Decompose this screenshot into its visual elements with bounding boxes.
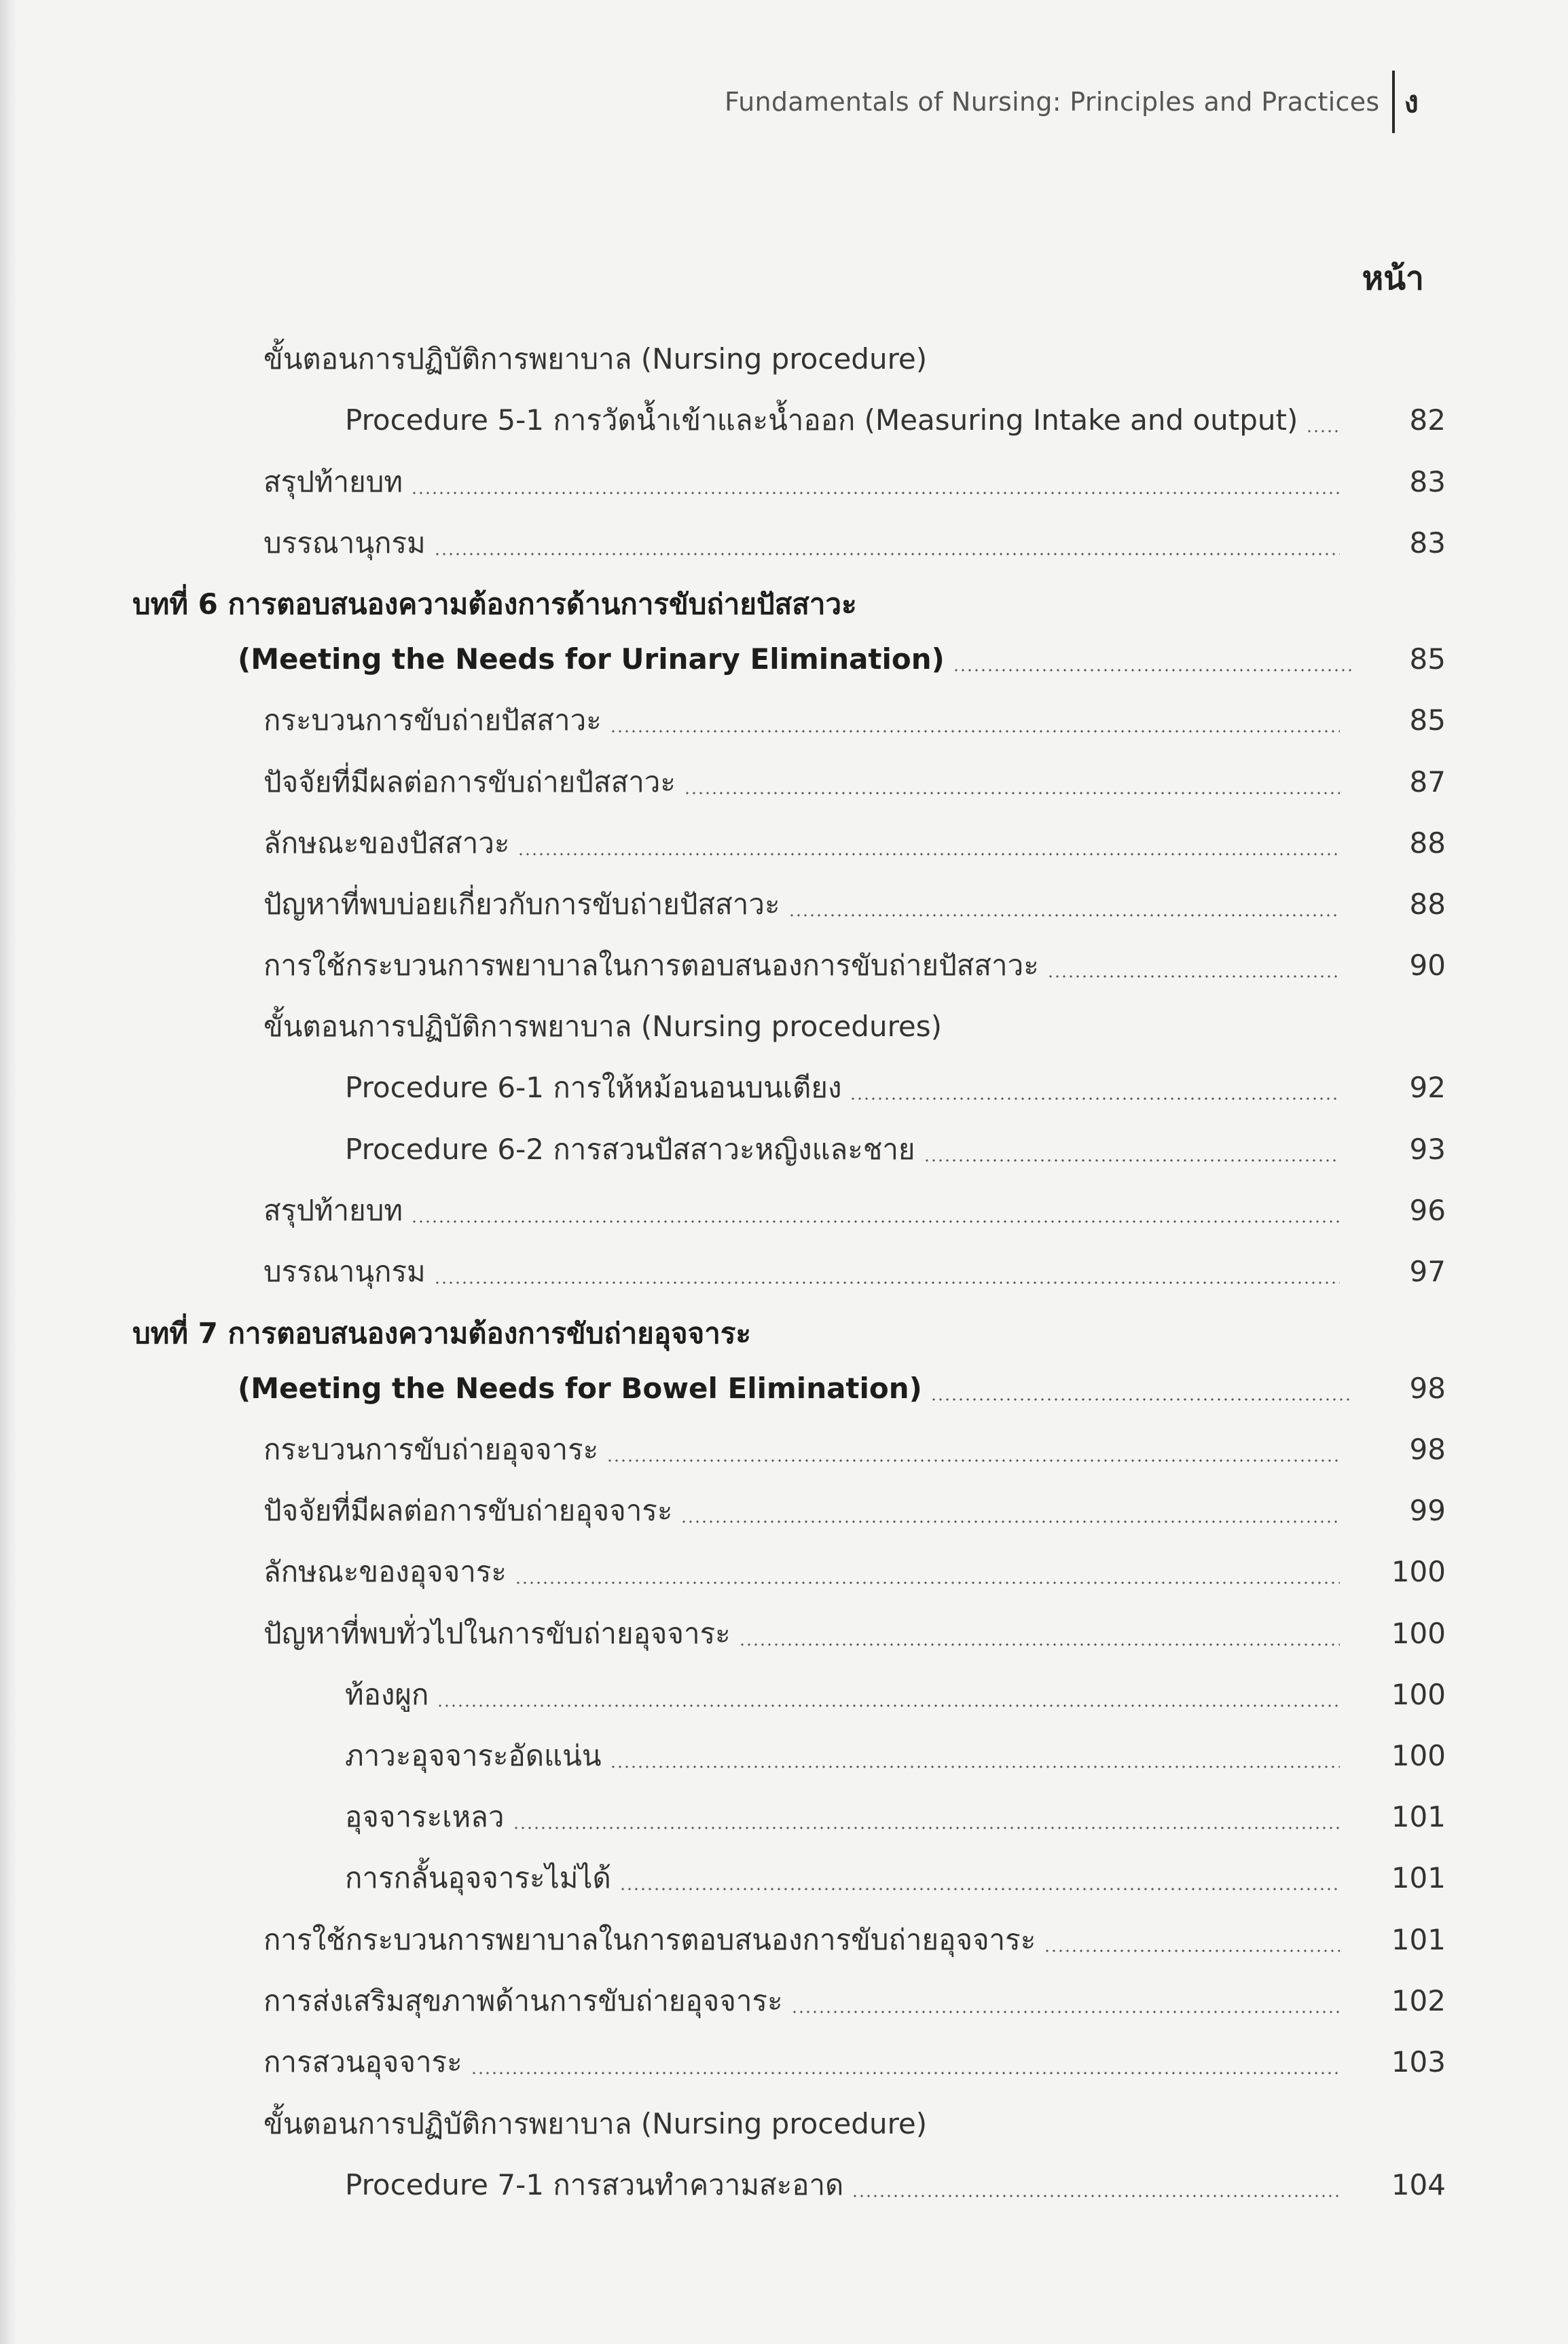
toc-entry-title: การใช้กระบวนการพยาบาลในการตอบสนองการขับถ่ายปัสสาวะ xyxy=(263,949,1039,982)
toc-entry-page: 92 xyxy=(1409,1071,1446,1104)
toc-entry-page: 100 xyxy=(1391,1617,1446,1650)
toc-entry xyxy=(345,1128,1340,1171)
running-title: Fundamentals of Nursing: Principles and Practices xyxy=(725,87,1380,117)
toc-entry-title: สรุปท้ายบท xyxy=(263,465,403,498)
toc-entry xyxy=(345,1066,1340,1110)
toc-entry-title: ลักษณะของอุจจาระ xyxy=(263,1555,507,1588)
toc-entry-title: การกลั้นอุจจาระไม่ได้ xyxy=(345,1861,611,1894)
toc-entry-title: กระบวนการขับถ่ายปัสสาวะ xyxy=(263,703,602,737)
dot-leader xyxy=(517,853,1340,856)
toc-entry-title: ลักษณะของปัสสาวะ xyxy=(263,826,510,860)
dot-leader xyxy=(684,792,1340,794)
toc-entry-title: การส่งเสริมสุขภาพด้านการขับถ่ายอุจจาระ xyxy=(263,1984,783,2017)
toc-chapter-subtitle xyxy=(238,638,1352,681)
toc-entry xyxy=(345,1795,1340,1839)
dot-leader xyxy=(850,1097,1340,1100)
toc-entry-page: 98 xyxy=(1409,1433,1446,1466)
toc-entry xyxy=(263,883,1340,926)
toc-entry xyxy=(263,1005,1340,1048)
toc-entry-title: สรุปท้ายบท xyxy=(263,1194,403,1227)
dot-leader xyxy=(434,553,1340,555)
toc-entry xyxy=(263,337,1340,381)
toc-entry-page: 96 xyxy=(1409,1194,1446,1227)
dot-leader xyxy=(739,1643,1340,1646)
toc-entry xyxy=(345,399,1340,442)
toc-entry xyxy=(345,2163,1340,2207)
toc-entry-page: 83 xyxy=(1409,526,1446,560)
toc-entry xyxy=(263,699,1340,742)
dot-leader xyxy=(411,1220,1340,1223)
toc-entry-title: ปัจจัยที่มีผลต่อการขับถ่ายอุจจาระ xyxy=(263,1494,673,1527)
toc-entry-page: 87 xyxy=(1409,765,1446,799)
toc-entry-title: Procedure 5-1 การวัดน้ำเข้าและน้ำออก (Measuring Intake and output) xyxy=(345,403,1298,437)
toc-entry-page: 103 xyxy=(1391,2045,1446,2079)
dot-leader xyxy=(788,914,1340,917)
toc-entry-page: 85 xyxy=(1409,703,1446,737)
dot-leader xyxy=(680,1520,1340,1523)
dot-leader xyxy=(1306,430,1340,433)
toc-chapter-english-title: (Meeting the Needs for Urinary Elimination) xyxy=(238,642,945,676)
toc-entry-page: 88 xyxy=(1409,826,1446,860)
toc-entry-page: 88 xyxy=(1409,887,1446,921)
toc-entry-page: 90 xyxy=(1409,949,1446,982)
dot-leader xyxy=(930,1398,1352,1401)
dot-leader xyxy=(610,1765,1340,1768)
dot-leader xyxy=(606,1459,1340,1462)
toc-entry xyxy=(263,2102,1340,2146)
dot-leader xyxy=(953,669,1352,672)
toc-entry xyxy=(263,1250,1340,1294)
dot-leader xyxy=(924,1159,1340,1162)
toc-entry xyxy=(263,822,1340,865)
dot-leader xyxy=(1044,1949,1340,1952)
toc-entry-page: 98 xyxy=(1409,1372,1446,1405)
toc-entry-page: 83 xyxy=(1409,465,1446,498)
toc-entry-page: 101 xyxy=(1391,1800,1446,1833)
toc-entry-title: ขั้นตอนการปฏิบัติการพยาบาล (Nursing procedures) xyxy=(263,1010,943,1043)
toc-entry xyxy=(263,1612,1340,1655)
toc-entry-title: การใช้กระบวนการพยาบาลในการตอบสนองการขับถ่ายอุจจาระ xyxy=(263,1923,1036,1956)
toc-entry-title: ท้องผูก xyxy=(345,1678,429,1711)
toc-entry-title: ปัจจัยที่มีผลต่อการขับถ่ายปัสสาวะ xyxy=(263,765,676,799)
toc-entry xyxy=(263,1550,1340,1594)
toc-entry xyxy=(263,944,1340,987)
toc-entry-title: ขั้นตอนการปฏิบัติการพยาบาล (Nursing procedure) xyxy=(263,2107,928,2140)
toc-entry xyxy=(345,1734,1340,1778)
toc-entry xyxy=(263,1189,1340,1232)
toc-entry-page: 100 xyxy=(1391,1678,1446,1711)
toc-entry-page: 82 xyxy=(1409,403,1446,437)
toc-entry-title: ภาวะอุจจาระอัดแน่น xyxy=(345,1739,602,1772)
dot-leader xyxy=(791,2011,1340,2013)
toc-chapter-heading xyxy=(132,583,1344,626)
toc-entry-page: 101 xyxy=(1391,1923,1446,1956)
toc-entry-title: กระบวนการขับถ่ายอุจจาระ xyxy=(263,1433,599,1466)
toc-entry xyxy=(345,1856,1340,1900)
toc-entry xyxy=(263,1979,1340,2023)
page-column-heading: หน้า xyxy=(1362,259,1424,297)
toc-entry-title: Procedure 7-1 การสวนทำความสะอาด xyxy=(345,2168,844,2201)
dot-leader xyxy=(513,1827,1340,1829)
toc-entry-page: 100 xyxy=(1391,1555,1446,1588)
toc-entry-page: 93 xyxy=(1409,1133,1446,1166)
toc-entry xyxy=(263,761,1340,804)
dot-leader xyxy=(619,1888,1340,1890)
dot-leader xyxy=(437,1704,1340,1707)
dot-leader xyxy=(1047,975,1340,978)
dot-leader xyxy=(434,1281,1340,1284)
toc-chapter-title: บทที่ 7 การตอบสนองความต้องการขับถ่ายอุจจาระ xyxy=(132,1317,751,1350)
toc-chapter-title: บทที่ 6 การตอบสนองความต้องการด้านการขับถ่ายปัสสาวะ xyxy=(132,587,857,621)
toc-entry-title: Procedure 6-1 การให้หม้อนอนบนเตียง xyxy=(345,1071,842,1104)
folio-page-number: ง xyxy=(1404,85,1419,120)
dot-leader xyxy=(852,2195,1340,2197)
toc-entry-title: บรรณานุกรม xyxy=(263,1255,426,1288)
toc-entry xyxy=(345,1673,1340,1717)
toc-entry-page: 100 xyxy=(1391,1739,1446,1772)
toc-entry-page: 102 xyxy=(1391,1984,1446,2017)
toc-entry-title: อุจจาระเหลว xyxy=(345,1800,505,1833)
toc-entry xyxy=(263,521,1340,565)
toc-entry-page: 85 xyxy=(1409,642,1446,676)
toc-entry-page: 97 xyxy=(1409,1255,1446,1288)
toc-entry-title: ปัญหาที่พบบ่อยเกี่ยวกับการขับถ่ายปัสสาวะ xyxy=(263,887,780,921)
dot-leader xyxy=(515,1581,1340,1584)
toc-entry-title: บรรณานุกรม xyxy=(263,526,426,560)
toc-entry xyxy=(263,460,1340,504)
dot-leader xyxy=(610,730,1340,733)
toc-entry-page: 99 xyxy=(1409,1494,1446,1527)
toc-entry xyxy=(263,1489,1340,1533)
dot-leader xyxy=(411,492,1340,494)
toc-entry-title: ปัญหาที่พบทั่วไปในการขับถ่ายอุจจาระ xyxy=(263,1617,731,1650)
toc-entry xyxy=(263,1918,1340,1962)
toc-entry-page: 104 xyxy=(1391,2168,1446,2201)
toc-chapter-subtitle xyxy=(238,1367,1352,1410)
dot-leader xyxy=(471,2072,1340,2074)
toc-chapter-heading xyxy=(132,1312,1344,1355)
toc-entry-title: Procedure 6-2 การสวนปัสสาวะหญิงและชาย xyxy=(345,1133,915,1166)
toc-entry-title: การสวนอุจจาระ xyxy=(263,2045,462,2079)
toc-chapter-english-title: (Meeting the Needs for Bowel Elimination) xyxy=(238,1372,922,1405)
toc-entry xyxy=(263,2040,1340,2084)
toc-entry xyxy=(263,1428,1340,1471)
toc-entry-page: 101 xyxy=(1391,1861,1446,1894)
toc-entry-title: ขั้นตอนการปฏิบัติการพยาบาล (Nursing procedure) xyxy=(263,342,928,376)
